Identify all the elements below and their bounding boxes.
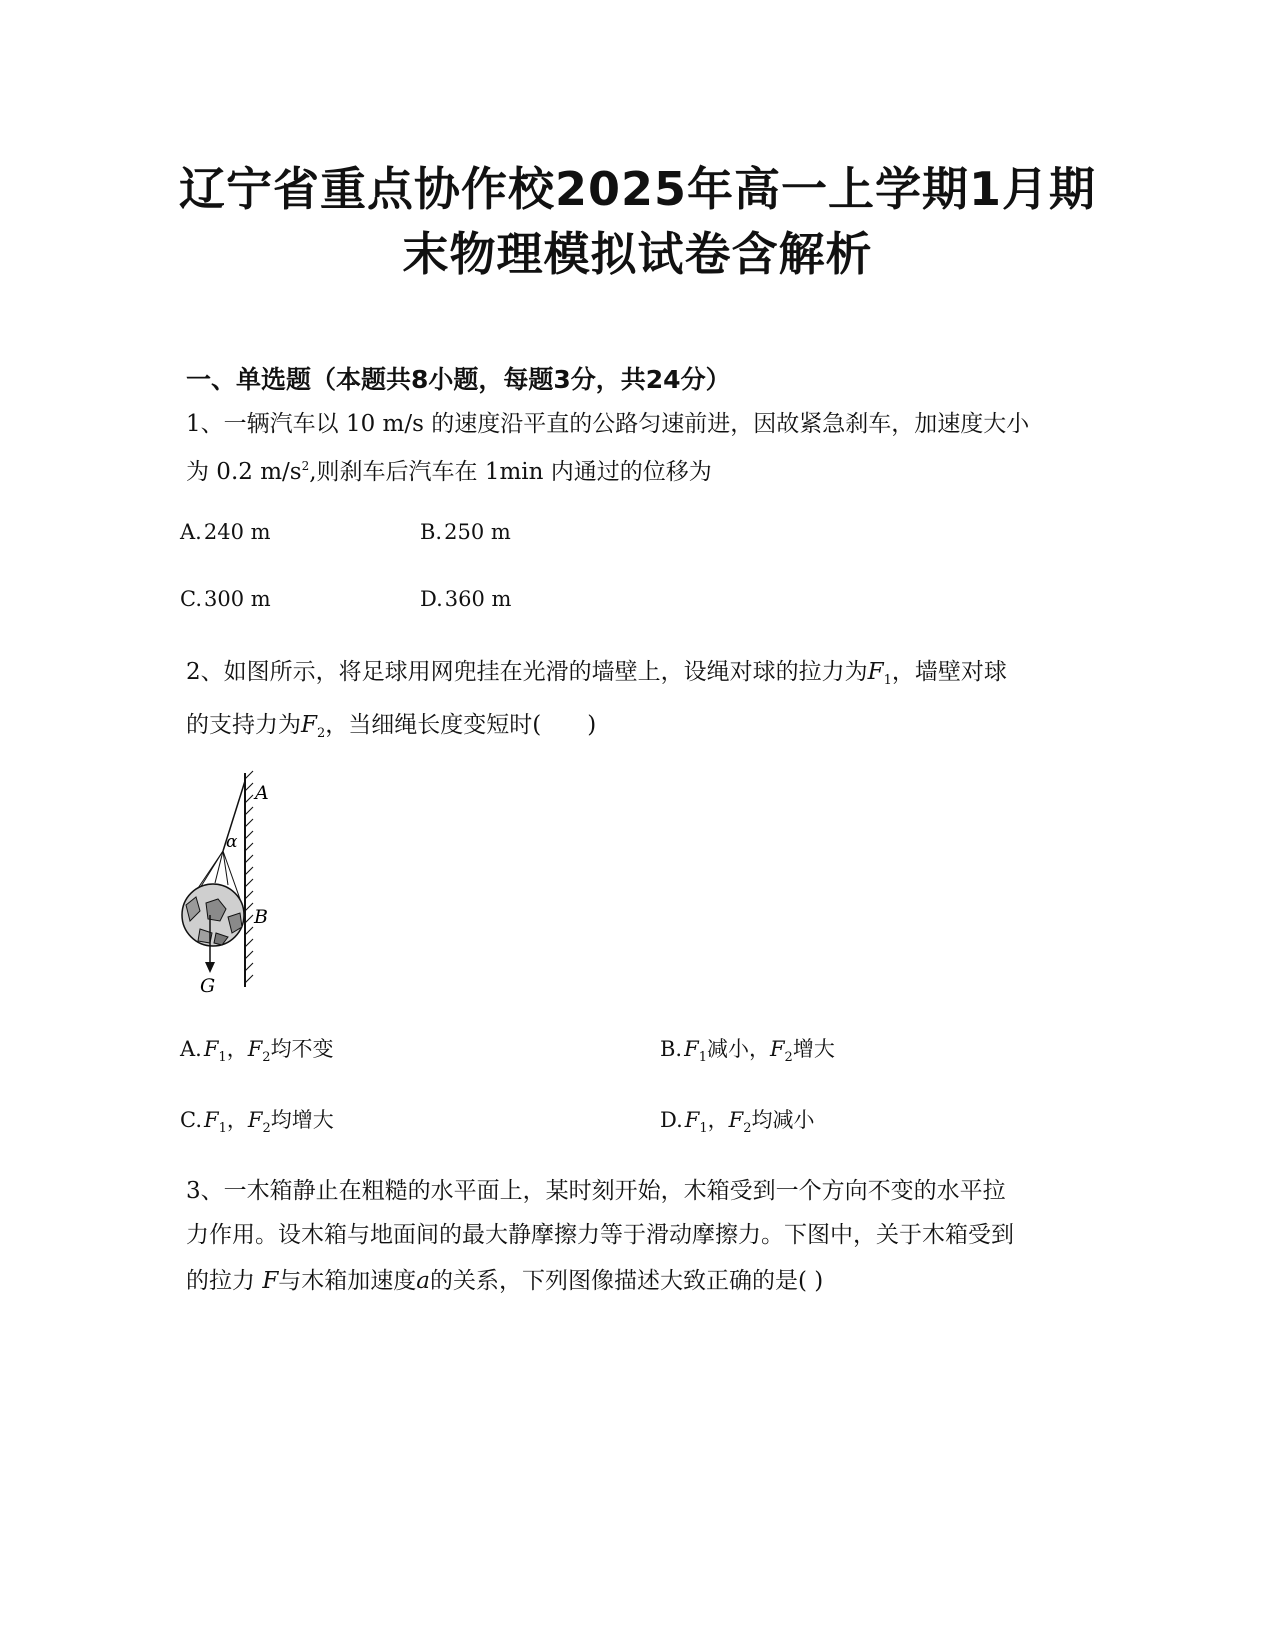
q1-option-d: D.360 m: [420, 587, 512, 611]
label-alpha: α: [226, 832, 238, 852]
label-b: B: [254, 906, 268, 928]
q3-line-3: 的拉力 F与木箱加速度a的关系，下列图像描述大致正确的是( ): [186, 1268, 824, 1294]
label-g: G: [200, 975, 216, 997]
q1-line-2: 为 0.2 $m/s^2$,则刹车后汽车在 1min 内通过的位移为: [186, 459, 712, 485]
q2-option-c: $C.F_1$，$F_2$均增大: [180, 1108, 334, 1136]
q1-option-c: C.300 m: [180, 587, 271, 611]
football-on-wall-figure: [170, 765, 290, 1005]
wall-hatching: [245, 771, 253, 983]
q1-option-a: A.240 m: [180, 520, 271, 544]
q2-option-b: $B.F_1$减小，$F_2$增大: [660, 1037, 835, 1065]
q3-line-1: 3、一木箱静止在粗糙的水平面上，某时刻开始，木箱受到一个方向不变的水平拉: [186, 1178, 1006, 1204]
football: [182, 884, 244, 946]
q3-line-2: 力作用。设木箱与地面间的最大静摩擦力等于滑动摩擦力。下图中，关于木箱受到: [186, 1222, 1014, 1248]
q2-line-2: 的支持力为$F_2$，当细绳长度变短时( ): [186, 712, 597, 741]
document-title-line-2: 末物理模拟试卷含解析: [402, 227, 873, 281]
q2-option-d: $D.F_1$，$F_2$均减小: [660, 1108, 815, 1136]
section-heading: 一、单选题（本题共8小题，每题3分，共24分）: [186, 365, 731, 394]
label-a: A: [255, 782, 269, 804]
q1-option-b: B.250 m: [420, 520, 511, 544]
gravity-arrowhead: [205, 962, 215, 973]
q2-line-1: 2、如图所示，将足球用网兜挂在光滑的墙壁上，设绳对球的拉力为$F_1$，墙壁对球: [186, 659, 1007, 688]
q2-option-a: $A.F_1$，$F_2$均不变: [180, 1037, 334, 1065]
document-title-line-1: 辽宁省重点协作校2025年高一上学期1月期: [178, 162, 1097, 216]
q1-line-1: 1、一辆汽车以 10 m/s 的速度沿平直的公路匀速前进，因故紧急刹车，加速度大小: [186, 411, 1030, 437]
